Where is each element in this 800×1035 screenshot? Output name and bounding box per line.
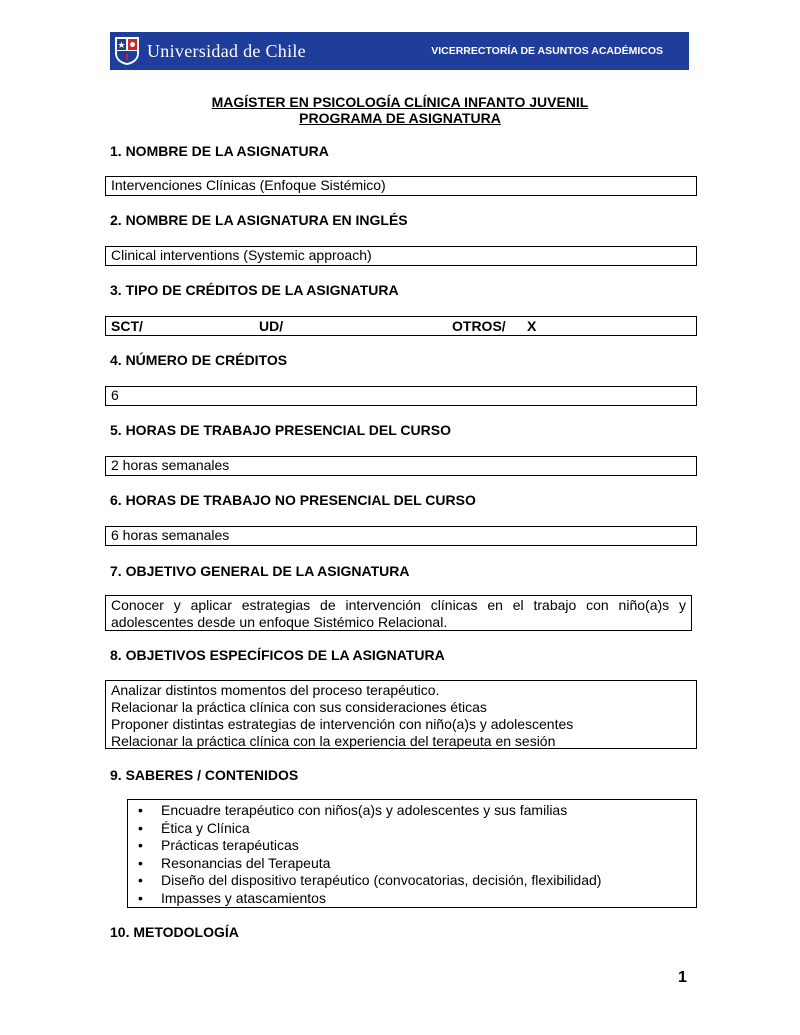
credits-number: 6 [111,387,119,403]
list-item: • Ética y Clínica [138,819,250,836]
section-2-heading: 2. NOMBRE DE LA ASIGNATURA EN INGLÉS [110,212,408,228]
list-item: • Encuadre terapéutico con niños(a)s y adolescentes y sus familias [138,802,568,818]
bullet-icon: • [138,872,143,889]
section-5-box [105,456,697,476]
university-name: Universidad de Chile [147,41,306,61]
section-7-box [105,595,692,631]
specific-objective: Relacionar la práctica clínica con la experiencia del terapeuta en sesión [111,733,556,749]
vicerrectoria-label: VICERRECTORÍA DE ASUNTOS ACADÉMICOS [431,45,663,57]
section-2-box [105,246,697,266]
section-9-box [127,799,697,908]
list-item: • Diseño del dispositivo terapéutico (convocatorias, decisión, flexibilidad) [138,872,602,889]
section-3-heading: 3. TIPO DE CRÉDITOS DE LA ASIGNATURA [110,282,399,298]
general-objective: Conocer y aplicar estrategias de intervención clínicas en el trabajo con niño(a)s y adolescentes desde un enfoque Sistémico Relacional. [111,597,686,630]
page-number: 1 [678,969,687,986]
specific-objective: Analizar distintos momentos del proceso terapéutico. [111,682,440,698]
university-crest-icon [114,36,140,66]
specific-objective: Relacionar la práctica clínica con sus consideraciones éticas [111,699,487,715]
section-7-heading: 7. OBJETIVO GENERAL DE LA ASIGNATURA [110,563,410,579]
bullet-icon: • [138,819,143,836]
section-4-heading: 4. NÚMERO DE CRÉDITOS [110,352,288,368]
document-subtitle: PROGRAMA DE ASIGNATURA [299,110,501,126]
section-6-box [105,526,697,546]
section-8-box [105,680,697,749]
bullet-icon: • [138,837,143,854]
credits-ud-label: UD/ [259,318,284,334]
section-3-box [105,316,697,336]
bullet-icon: • [138,802,143,818]
credits-otros-mark: X [527,318,537,334]
section-5-heading: 5. HORAS DE TRABAJO PRESENCIAL DEL CURSO [110,422,451,438]
bullet-icon: • [138,854,143,871]
list-item: • Impasses y atascamientos [138,889,326,906]
bullet-icon: • [138,889,143,906]
credits-sct-label: SCT/ [111,318,143,334]
non-presential-hours: 6 horas semanales [111,527,230,543]
contents-list [133,802,691,908]
document-title: MAGÍSTER EN PSICOLOGÍA CLÍNICA INFANTO JUVENIL [211,94,589,110]
section-1-heading: 1. NOMBRE DE LA ASIGNATURA [110,143,329,159]
section-10-heading: 10. METODOLOGÍA [110,924,239,940]
section-6-heading: 6. HORAS DE TRABAJO NO PRESENCIAL DEL CURSO [110,492,476,508]
list-item: • Prácticas terapéuticas [138,837,299,854]
section-4-box [105,386,697,406]
credits-otros-label: OTROS/ [452,318,506,334]
course-name-english: Clinical interventions (Systemic approach) [111,247,372,263]
section-9-heading: 9. SABERES / CONTENIDOS [110,767,299,783]
list-item: • Resonancias del Terapeuta [138,854,331,871]
specific-objective: Proponer distintas estrategias de intervención con niño(a)s y adolescentes [111,716,574,732]
section-1-box [105,176,697,196]
course-name: Intervenciones Clínicas (Enfoque Sistémico) [111,177,386,193]
presential-hours: 2 horas semanales [111,457,230,473]
header-banner [110,32,689,70]
section-8-heading: 8. OBJETIVOS ESPECÍFICOS DE LA ASIGNATURA [110,647,445,663]
